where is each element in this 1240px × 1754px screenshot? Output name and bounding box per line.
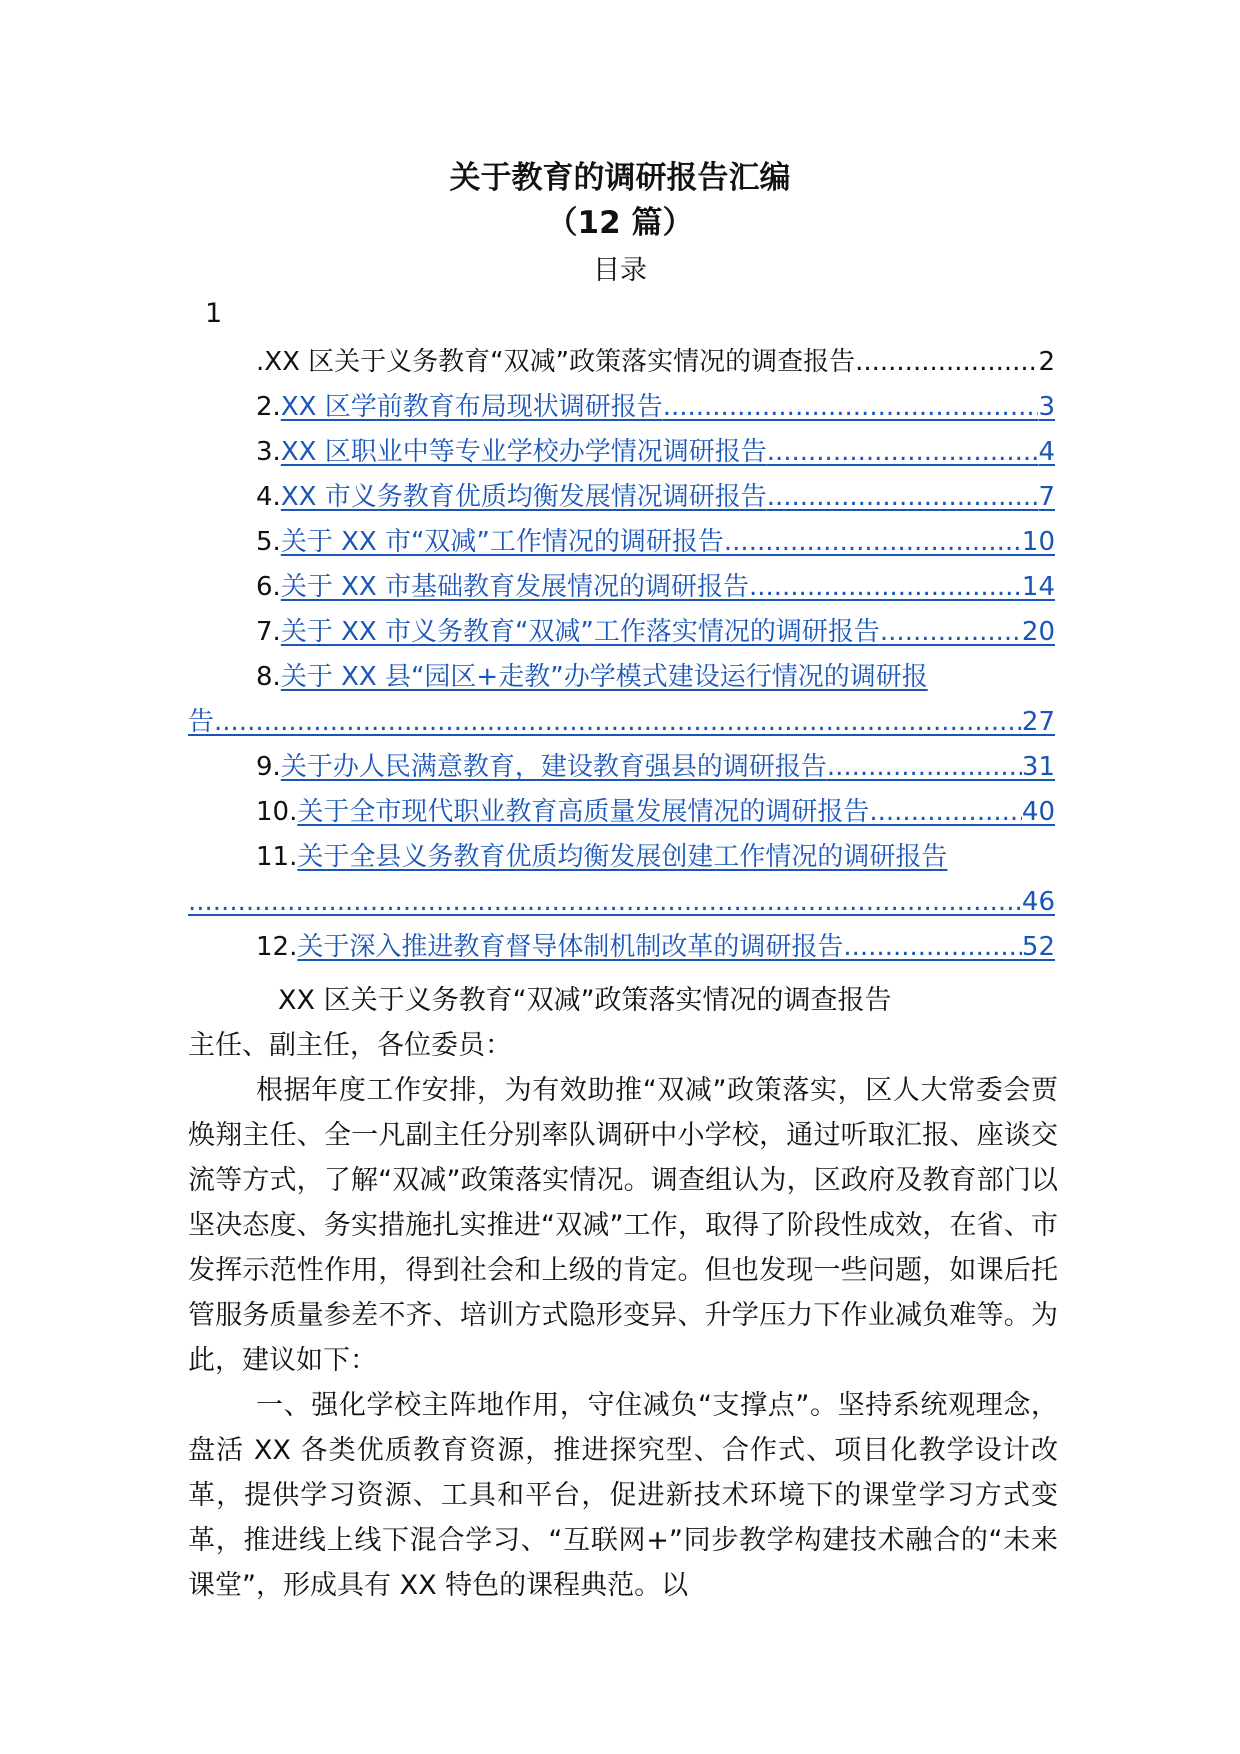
toc-entry-page[interactable]: 14 (1021, 572, 1055, 602)
toc-entry-page[interactable]: 20 (1021, 617, 1055, 647)
toc-entry-page[interactable]: 10 (1021, 527, 1055, 557)
toc-entry-number: 5. (256, 527, 281, 557)
toc-entry-number: 11. (256, 842, 298, 872)
toc-entry-link[interactable]: 关于 XX 市“双减”工作情况的调研报告 (280, 527, 724, 557)
toc-entry-page[interactable]: 4 (1038, 437, 1055, 467)
toc-entry-number: 9. (256, 752, 281, 782)
toc-entry[interactable] (188, 340, 1055, 385)
toc-leader[interactable] (869, 790, 1022, 835)
toc-entry[interactable] (188, 790, 1055, 835)
toc-entry-page[interactable]: 27 (1021, 707, 1055, 737)
document-title: 关于教育的调研报告汇编 (449, 160, 791, 196)
toc-entry-number: 2. (256, 392, 281, 422)
toc-entry-number: 4. (256, 482, 281, 512)
toc-entry[interactable] (188, 835, 1055, 880)
toc-leader[interactable] (188, 880, 1022, 925)
toc-entry-page: 2 (1038, 347, 1055, 377)
toc-entry[interactable] (188, 475, 1055, 520)
toc-entry-continuation[interactable] (188, 700, 1055, 745)
toc-entry[interactable] (188, 925, 1055, 970)
toc-entry-page[interactable]: 7 (1038, 482, 1055, 512)
toc-entry-number: . (256, 347, 265, 377)
report-title: XX 区关于义务教育“双减”政策落实情况的调查报告 (278, 985, 892, 1016)
toc-entry-link[interactable]: 关于 XX 市基础教育发展情况的调研报告 (280, 572, 749, 602)
toc-entry-page[interactable]: 31 (1021, 752, 1055, 782)
body-paragraph: 根据年度工作安排，为有效助推“双减”政策落实，区人大常委会贾焕翔主任、全一凡副主任分别率队调研中小学校，通过听取汇报、座谈交流等方式，了解“双减”政策落实情况。调查组认为，区政府及教育部门以坚决态度、务实措施扎实推进“双减”工作，取得了阶段性成效，在省、市发挥示范性作用，得到社会和上级的肯定。但也发现一些问题，如课后托管服务质量参差不齐、培训方式隐形变异、升学压力下作业减负难等。为此，建议如下： (188, 1075, 1058, 1376)
toc-entry-text: XX 区关于义务教育“双减”政策落实情况的调查报告 (264, 347, 856, 377)
toc-entry-link[interactable]: 关于深入推进教育督导体制机制改革的调研报告 (297, 932, 844, 962)
toc-entry[interactable] (188, 655, 1055, 700)
toc-entry[interactable] (188, 430, 1055, 475)
toc-entry-page[interactable]: 46 (1021, 887, 1055, 917)
document-body (188, 978, 1058, 1608)
toc-entry-number: 6. (256, 572, 281, 602)
toc-leader[interactable] (827, 745, 1022, 790)
toc-leader[interactable] (663, 385, 1039, 430)
toc-entry-link[interactable]: 告 (188, 707, 215, 737)
toc-entry[interactable] (188, 610, 1055, 655)
toc-entry-number: 3. (256, 437, 281, 467)
toc-heading: 目录 (593, 255, 647, 286)
toc-entry[interactable] (188, 565, 1055, 610)
toc-entry-number: 7. (256, 617, 281, 647)
toc-entry-page[interactable]: 40 (1021, 797, 1055, 827)
toc-entry[interactable] (188, 745, 1055, 790)
toc-entry-page[interactable]: 52 (1021, 932, 1055, 962)
document-subtitle: （12 篇） (546, 205, 694, 241)
toc-leader[interactable] (724, 520, 1022, 565)
toc-entry[interactable] (188, 385, 1055, 430)
toc-entry-number: 10. (256, 797, 298, 827)
toc-entry-link[interactable]: XX 市义务教育优质均衡发展情况调研报告 (280, 482, 767, 512)
toc-marker: 1 (205, 298, 223, 329)
toc-entry-link[interactable]: 关于 XX 市义务教育“双减”工作落实情况的调研报告 (280, 617, 880, 647)
toc-entry-continuation[interactable] (188, 880, 1055, 925)
toc-leader[interactable] (214, 700, 1022, 745)
toc-leader[interactable] (880, 610, 1022, 655)
toc-entry-link[interactable]: 关于全市现代职业教育高质量发展情况的调研报告 (297, 797, 870, 827)
salutation: 主任、副主任，各位委员： (188, 1030, 512, 1061)
toc-entry-link[interactable]: 关于办人民满意教育，建设教育强县的调研报告 (280, 752, 827, 782)
toc-entry-link[interactable]: 关于全县义务教育优质均衡发展创建工作情况的调研报告 (297, 842, 948, 872)
toc-leader[interactable] (767, 475, 1039, 520)
toc-leader (855, 340, 1038, 385)
toc-entry-link[interactable]: 关于 XX 县“园区+走教”办学模式建设运行情况的调研报 (280, 662, 928, 692)
body-paragraph: 一、强化学校主阵地作用，守住减负“支撑点”。坚持系统观理念，盘活 XX 各类优质教育资源，推进探究型、合作式、项目化教学设计改革，提供学习资源、工具和平台，促进新技术环境下的课堂学习方式变革，推进线上线下混合学习、“互联网+”同步教学构建技术融合的“未来课堂”，形成具有 XX 特色的课程典范。以 (188, 1390, 1058, 1601)
toc-entry-link[interactable]: XX 区职业中等专业学校办学情况调研报告 (280, 437, 767, 467)
toc-leader[interactable] (749, 565, 1022, 610)
toc-entry-page[interactable]: 3 (1038, 392, 1055, 422)
toc-entry-number: 8. (256, 662, 281, 692)
toc-entry-link[interactable]: XX 区学前教育布局现状调研报告 (280, 392, 663, 422)
toc-leader[interactable] (767, 430, 1039, 475)
toc-entry[interactable] (188, 520, 1055, 565)
table-of-contents (188, 340, 1055, 970)
toc-leader[interactable] (843, 925, 1022, 970)
toc-entry-number: 12. (256, 932, 298, 962)
